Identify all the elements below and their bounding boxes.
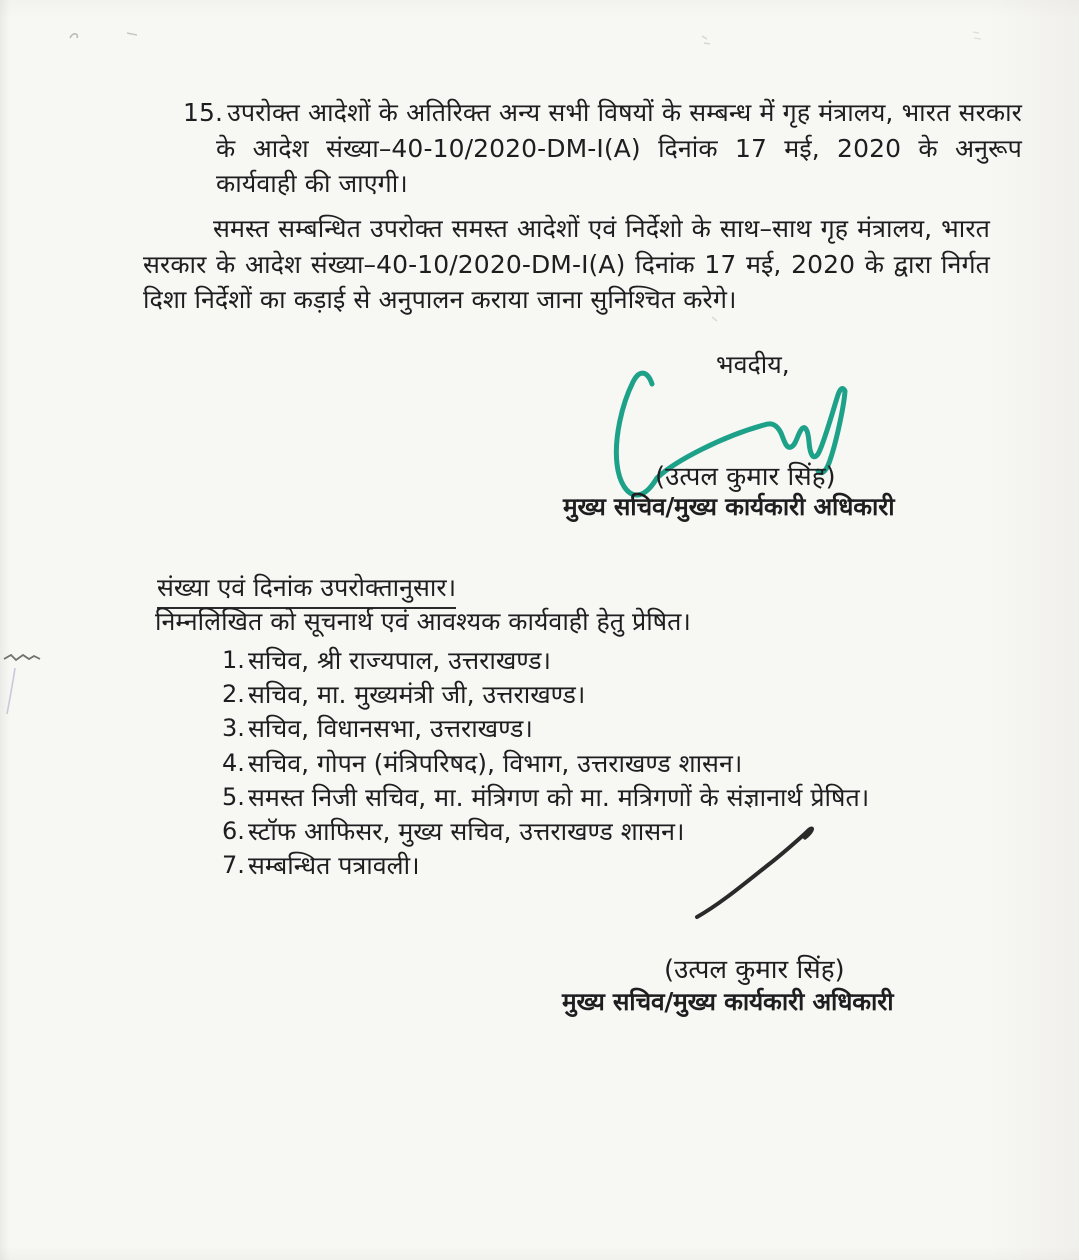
- recipient-row: [222, 644, 869, 678]
- margin-pen-squiggle-icon: [4, 655, 40, 660]
- margin-faint-stroke-icon: [7, 668, 15, 714]
- recipient-row: [222, 678, 869, 712]
- recipient-row: [222, 849, 869, 883]
- recipient-text: सचिव, विधानसभा, उत्तराखण्ड।: [248, 714, 533, 744]
- recipient-text: स्टॉफ आफिसर, मुख्य सचिव, उत्तराखण्ड शासन।: [248, 816, 685, 846]
- recipient-text: सचिव, मा. मुख्यमंत्री जी, उत्तराखण्ड।: [248, 680, 586, 710]
- recipient-number: 3.: [222, 714, 245, 743]
- recipient-text: सचिव, गोपन (मंत्रिपरिषद), विभाग, उत्तराखण्ड शासन।: [248, 748, 743, 778]
- smudge-mark-icon: [702, 36, 710, 44]
- pencil-mark-icon: [127, 33, 137, 35]
- distribution-intro: निम्नलिखित को सूचनार्थ एवं आवश्यक कार्यवाही हेतु प्रेषित।: [155, 607, 691, 636]
- second-signatory-name: (उत्पल कुमार सिंह): [664, 955, 845, 985]
- recipient-row: [222, 815, 869, 849]
- pencil-mark-icon: [70, 34, 77, 38]
- recipient-row: [222, 747, 869, 781]
- recipient-number: 1.: [222, 646, 245, 674]
- para-15: [183, 95, 1022, 202]
- para-15-text: उपरोक्त आदेशों के अतिरिक्त अन्य सभी विषयों के सम्बन्ध में गृह मंत्रालय, भारत सरकार के आदेश संख्या–40-10/2020-DM-I(A) दिनांक 17 मई, 2020 के अनुरूप कार्यवाही की जाएगी।: [216, 98, 1022, 198]
- recipient-number: 5.: [222, 782, 245, 811]
- recipient-row: [222, 712, 869, 746]
- salutation: भवदीय,: [716, 350, 790, 379]
- recipient-row: [222, 781, 869, 815]
- recipient-number: 4.: [222, 748, 245, 777]
- recipient-text: समस्त निजी सचिव, मा. मंत्रिगण को मा. मत्रिगणों के संज्ञानार्थ प्रेषित।: [248, 782, 870, 812]
- compliance-paragraph: समस्त सम्बन्धित उपरोक्त समस्त आदेशों एवं निर्देशो के साथ–साथ गृह मंत्रालय, भारत सरकार के आदेश संख्या–40-10/2020-DM-I(A) दिनांक 17 मई, 2020 के द्वारा निर्गत दिशा निर्देशों का कड़ाई से अनुपालन कराया जाना सुनिश्चित करेगे।: [143, 214, 990, 314]
- signatory-title: मुख्य सचिव/मुख्य कार्यकारी अधिकारी: [563, 492, 895, 521]
- second-signatory-title: मुख्य सचिव/मुख्य कार्यकारी अधिकारी: [562, 987, 894, 1016]
- recipient-text: सम्बन्धित पत्रावली।: [248, 851, 420, 881]
- smudge-mark-icon: [712, 317, 717, 321]
- signatory-name: (उत्पल कुमार सिंह): [655, 462, 836, 492]
- reference-heading: संख्या एवं दिनांक उपरोक्तानुसार।: [157, 570, 456, 609]
- recipient-number: 6.: [222, 816, 245, 845]
- recipient-number: 2.: [222, 680, 245, 709]
- recipient-text: सचिव, श्री राज्यपाल, उत्तराखण्ड।: [248, 646, 552, 675]
- recipient-number: 7.: [222, 851, 245, 880]
- recipient-list: [222, 644, 869, 883]
- para-15-number: 15.: [183, 98, 224, 127]
- smudge-mark-icon: [973, 32, 981, 39]
